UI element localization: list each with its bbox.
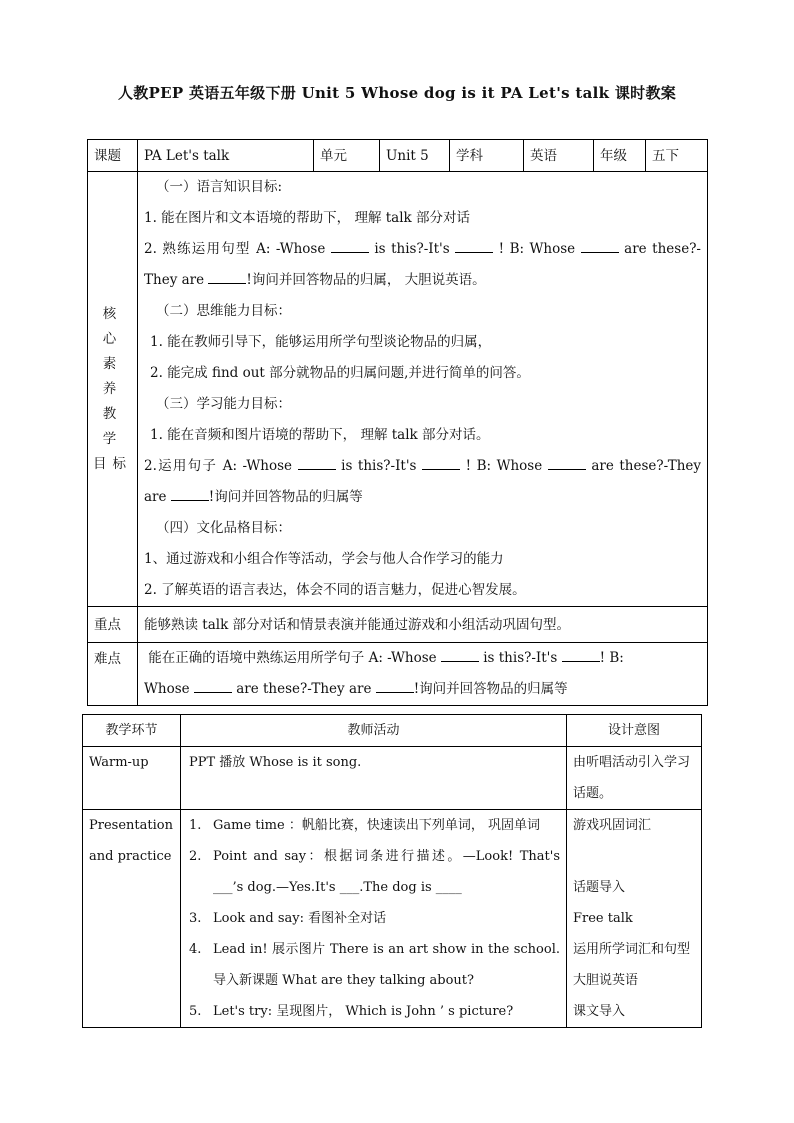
key-points-text: 能够熟读 talk 部分对话和情景表演并能通过游戏和小组活动巩固句型。 <box>138 607 708 643</box>
goals-content <box>138 172 708 607</box>
goals-label: 核 心 素 养 教 学 目标 <box>88 172 138 607</box>
sec2-title: （二）思维能力目标： <box>156 303 291 319</box>
presentation-intent <box>567 810 702 1028</box>
grade-label: 年级 <box>594 140 646 172</box>
sec2-item2: 2. 能完成 find out 部分就物品的归属问题,并进行简单的问答。 <box>150 365 530 381</box>
difficulties-text: 能在正确的语境中熟练运用所学句子 A: -Whose is this?-It's ! B: Whose are these?-They are !询问并回答物品的归属等 <box>138 643 708 706</box>
sec1-title: （一）语言知识目标: <box>156 179 283 195</box>
topic-label: 课题 <box>88 140 138 172</box>
activity-item: 4. Lead in! 展示图片 There is an art show in the school. 导入新课题 What are they talking about? <box>189 942 560 988</box>
unit-value: Unit 5 <box>380 140 450 172</box>
difficulties-label: 难点 <box>88 643 138 706</box>
unit-label: 单元 <box>314 140 380 172</box>
activity-item: 1. Game time ：帆船比赛，快速读出下列单词， 巩固单词 <box>189 818 540 833</box>
warmup-intent: 由听唱活动引入学习话题。 <box>567 747 702 810</box>
presentation-row <box>83 810 702 1028</box>
intent-header: 设计意图 <box>567 715 702 747</box>
sec3-item2: 2.运用句子 A: -Whose is this?-It's ! B: Whose are these?-They are !询问并回答物品的归属等 <box>138 451 707 513</box>
warmup-row <box>83 747 702 810</box>
activity-item: 5. Let's try: 呈现图片， Which is John ’ s picture? <box>189 1004 514 1019</box>
grade-value: 五下 <box>646 140 708 172</box>
goals-row <box>88 172 708 607</box>
warmup-stage: Warm-up <box>83 747 181 810</box>
intent-3: Free talk <box>573 911 633 926</box>
sec4-title: （四）文化品格目标： <box>156 520 291 536</box>
sec3-title: （三）学习能力目标： <box>156 396 291 412</box>
presentation-stage: Presentation and practice <box>83 810 181 1028</box>
sec3-item1: 1. 能在音频和图片语境的帮助下， 理解 talk 部分对话。 <box>150 427 490 443</box>
activity-header: 教师活动 <box>181 715 567 747</box>
sec4-item2: 2. 了解英语的语言表达，体会不同的语言魅力，促进心智发展。 <box>144 582 526 598</box>
activity-item: 3. Look and say: 看图补全对话 <box>189 911 387 926</box>
sec1-item2: 2. 熟练运用句型 A: -Whose is this?-It's ! B: Whose are these?-They are !询问并回答物品的归属， 大胆说英语。 <box>138 234 707 296</box>
intent-4: 运用所学词汇和句型大胆说英语 <box>573 942 691 988</box>
process-table <box>82 714 702 1028</box>
warmup-activity: PPT 播放 Whose is it song. <box>181 747 567 810</box>
difficulties-row <box>88 643 708 706</box>
intent-1: 游戏巩固词汇 <box>573 818 652 833</box>
process-header-row <box>83 715 702 747</box>
subject-value: 英语 <box>524 140 594 172</box>
header-row <box>88 140 708 172</box>
presentation-activity <box>181 810 567 1028</box>
activity-item: 2. Point and say：根据词条进行描述。—Look! That's ___’s dog.—Yes.It's ___.The dog is ____ <box>189 849 560 895</box>
lesson-info-table <box>87 139 708 706</box>
page-title: 人教PEP 英语五年级下册 Unit 5 Whose dog is it PA Let's talk 课时教案 <box>117 84 677 102</box>
subject-label: 学科 <box>450 140 524 172</box>
sec1-item1: 1. 能在图片和文本语境的帮助下， 理解 talk 部分对话 <box>144 210 471 226</box>
topic-value: PA Let's talk <box>138 140 314 172</box>
intent-2: 话题导入 <box>573 880 626 895</box>
stage-header: 教学环节 <box>83 715 181 747</box>
intent-5: 课文导入 <box>573 1004 626 1019</box>
key-points-row <box>88 607 708 643</box>
key-points-label: 重点 <box>88 607 138 643</box>
sec2-item1: 1. 能在教师引导下，能够运用所学句型谈论物品的归属， <box>150 334 492 350</box>
sec4-item1: 1、通过游戏和小组合作等活动，学会与他人合作学习的能力 <box>144 551 504 567</box>
